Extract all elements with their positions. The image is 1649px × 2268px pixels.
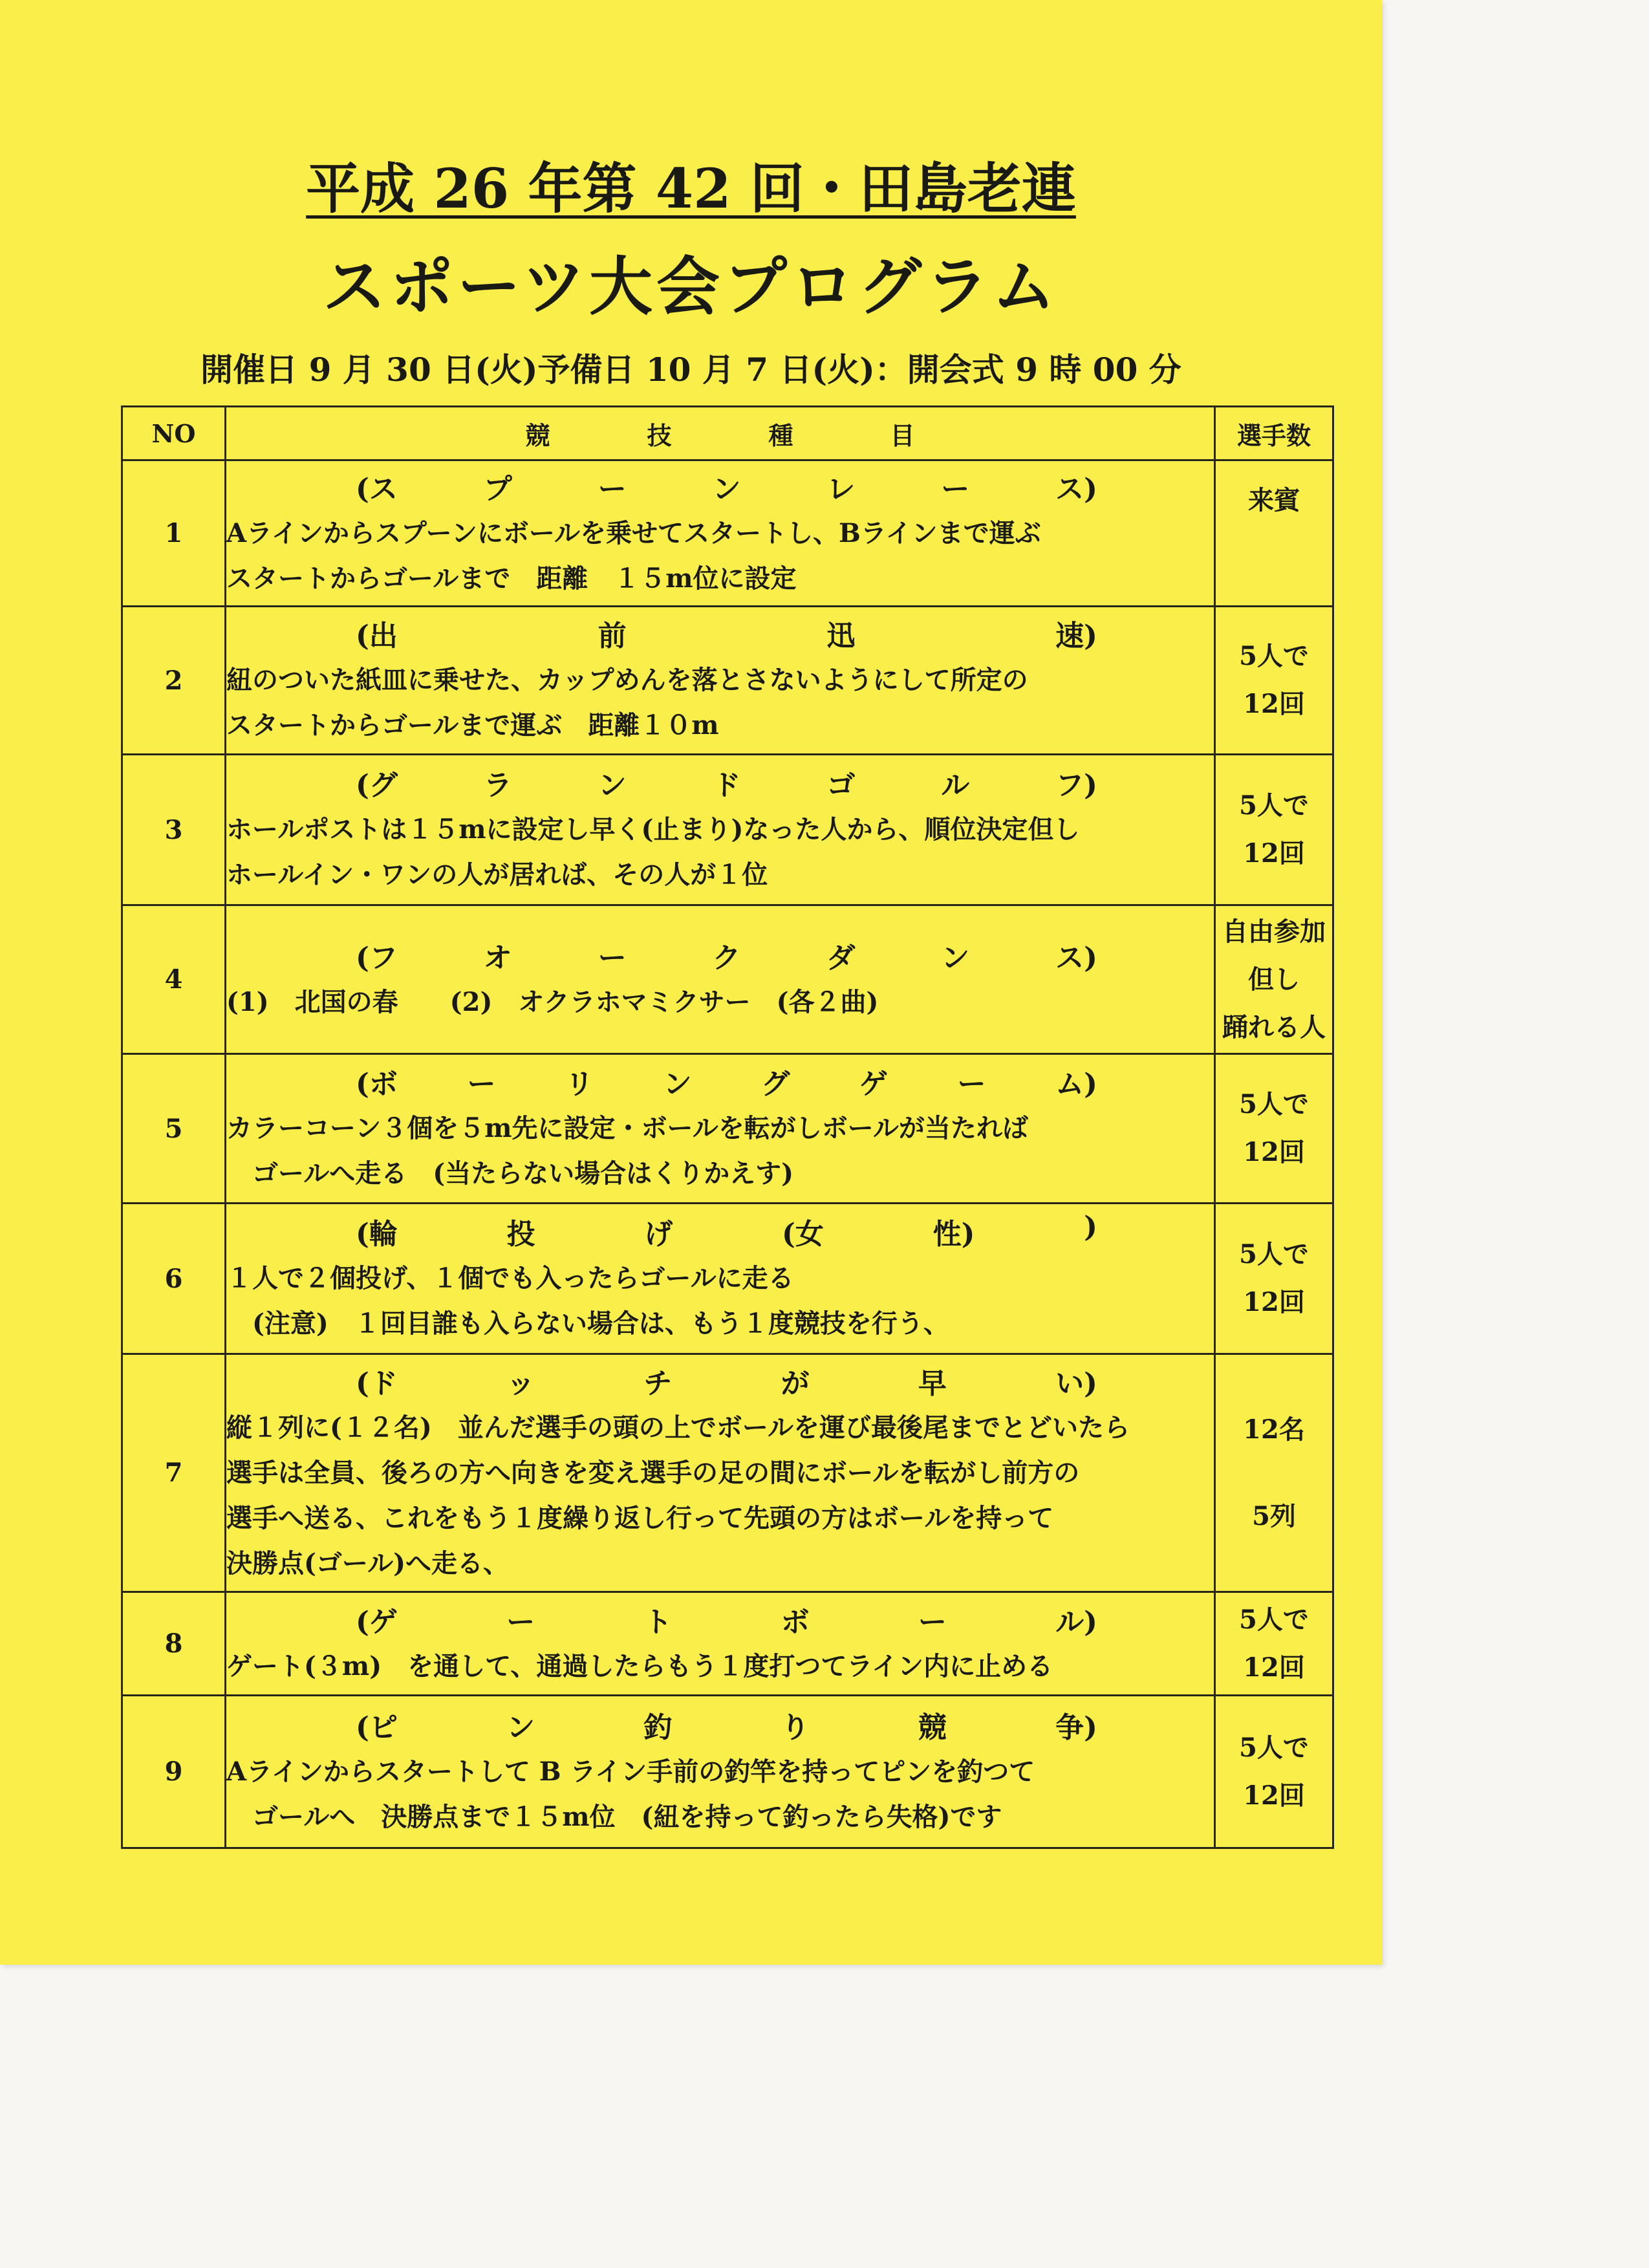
players-text: 12回 bbox=[1243, 1780, 1305, 1811]
event-name-char: グ bbox=[761, 1068, 790, 1101]
table-row bbox=[122, 905, 1333, 1054]
event-name-char: ム) bbox=[1055, 1068, 1097, 1101]
event-name-char: ッ bbox=[506, 1366, 535, 1400]
event-name bbox=[226, 934, 1214, 980]
players-cell bbox=[1215, 607, 1333, 755]
event-number: 3 bbox=[122, 755, 226, 905]
players-text: 5列 bbox=[1252, 1500, 1296, 1531]
players-cell bbox=[1215, 1592, 1333, 1696]
event-name-char: (女 bbox=[782, 1218, 824, 1251]
event-name-char: ン bbox=[506, 1711, 535, 1744]
players-text: 5人で bbox=[1239, 1732, 1309, 1763]
event-name-char: (ス bbox=[356, 472, 398, 506]
event-name-char: 早 bbox=[918, 1366, 947, 1400]
event-name-char: (ゲ bbox=[356, 1605, 398, 1639]
event-cell bbox=[226, 755, 1215, 905]
event-name-char: い) bbox=[1055, 1366, 1097, 1400]
event-description-line: Aラインからスプーンにボールを乗せてスタートし、Bラインまで運ぶ bbox=[226, 517, 1041, 548]
event-name-char: 速) bbox=[1055, 620, 1097, 653]
event-name-char: 釣 bbox=[643, 1711, 673, 1744]
event-name bbox=[226, 762, 1214, 807]
event-name-char: ボ bbox=[781, 1605, 810, 1639]
event-name-char: フ) bbox=[1055, 769, 1097, 802]
event-description-line: ホールポストは１５mに設定し早く(止まり)なった人から、順位決定但し bbox=[226, 814, 1080, 845]
event-name-char: プ bbox=[483, 472, 512, 506]
event-description-line: 縦１列に(１２名) 並んだ選手の頭の上でボールを運び最後尾までとどいたら bbox=[226, 1412, 1130, 1443]
players-text: 12回 bbox=[1243, 838, 1305, 869]
players-cell bbox=[1215, 905, 1333, 1054]
event-number: 8 bbox=[122, 1592, 226, 1696]
event-description-line: 選手へ送る、これをもう１度繰り返し行って先頭の方はボールを持って bbox=[226, 1502, 1054, 1533]
event-description-line: カラーコーン３個を５m先に設定・ボールを転がしボールが当たれば bbox=[226, 1113, 1028, 1143]
players-text: 5人で bbox=[1239, 1604, 1309, 1635]
event-name-char: ン bbox=[712, 472, 741, 506]
event-description-line: ゴールへ走る (当たらない場合はくりかえす) bbox=[252, 1158, 794, 1189]
players-cell bbox=[1215, 460, 1333, 607]
event-name-char: 性) bbox=[932, 1218, 975, 1251]
event-description-line: 決勝点(ゴール)へ走る、 bbox=[226, 1548, 510, 1579]
event-name-char: (グ bbox=[356, 769, 398, 802]
program-title-line2: スポーツ大会プログラム bbox=[322, 250, 1060, 324]
event-name-char: (ピ bbox=[356, 1711, 398, 1744]
header-players: 選手数 bbox=[1215, 407, 1333, 460]
header-event: 競技種目 bbox=[226, 407, 1215, 460]
players-text: 12回 bbox=[1243, 689, 1305, 719]
table-row bbox=[122, 1354, 1333, 1592]
event-name-char: チ bbox=[643, 1366, 673, 1400]
event-cell bbox=[226, 1592, 1215, 1696]
event-name-char: ー bbox=[506, 1605, 535, 1639]
event-name bbox=[226, 1211, 1214, 1256]
event-name-char: (ボ bbox=[356, 1068, 398, 1101]
event-name-char: ー bbox=[918, 1605, 947, 1639]
event-cell bbox=[226, 1204, 1215, 1354]
players-text: 5人で bbox=[1239, 641, 1309, 671]
event-description-line: (注意) １回目誰も入らない場合は、もう１度競技を行う、 bbox=[252, 1308, 949, 1339]
event-name-char: ー bbox=[957, 1068, 986, 1101]
table-row bbox=[122, 1054, 1333, 1204]
table-row bbox=[122, 607, 1333, 755]
event-name bbox=[226, 466, 1214, 511]
event-name-char: ス) bbox=[1055, 472, 1097, 506]
event-name-char: ゴ bbox=[826, 769, 856, 802]
event-name-char: オ bbox=[483, 941, 512, 975]
header-no: NO bbox=[122, 407, 226, 460]
event-name-char: ) bbox=[1084, 1211, 1097, 1244]
players-text: 12名 bbox=[1243, 1414, 1305, 1445]
event-name-char: ド bbox=[712, 769, 741, 802]
event-name bbox=[226, 612, 1214, 658]
event-name-char: が bbox=[781, 1366, 810, 1400]
event-description-line: スタートからゴールまで運ぶ 距離１０m bbox=[226, 710, 719, 740]
event-description-line: 選手は全員、後ろの方へ向きを変え選手の足の間にボールを転がし前方の bbox=[226, 1457, 1080, 1488]
event-cell bbox=[226, 905, 1215, 1054]
table-row bbox=[122, 755, 1333, 905]
players-text: 自由参加 bbox=[1222, 916, 1326, 947]
event-description-line: ゴールへ 決勝点まで１５m位 (紐を持って釣ったら失格)です bbox=[252, 1801, 1002, 1832]
players-text: 12回 bbox=[1243, 1287, 1305, 1317]
event-name-char: ト bbox=[643, 1605, 673, 1639]
event-description-line: ホールイン・ワンの人が居れば、その人が１位 bbox=[226, 859, 768, 890]
event-name-char: ス) bbox=[1055, 941, 1097, 975]
event-name-char: ン bbox=[663, 1068, 692, 1101]
event-name-char: ー bbox=[467, 1068, 496, 1101]
event-name-char: (ド bbox=[356, 1366, 398, 1400]
event-cell bbox=[226, 1696, 1215, 1848]
players-text: 12回 bbox=[1243, 1137, 1305, 1167]
event-number: 4 bbox=[122, 905, 226, 1054]
event-name-char: ル) bbox=[1055, 1605, 1097, 1639]
event-cell bbox=[226, 460, 1215, 607]
event-number: 9 bbox=[122, 1696, 226, 1848]
event-name-char: ラ bbox=[483, 769, 512, 802]
event-name-char: ゲ bbox=[859, 1068, 888, 1101]
event-name-char: ー bbox=[941, 472, 970, 506]
players-text: 5人で bbox=[1239, 1089, 1309, 1119]
event-name-char: 前 bbox=[598, 620, 627, 653]
event-description-line: (1) 北国の春 (2) オクラホマミクサー (各２曲) bbox=[226, 986, 879, 1017]
event-number: 5 bbox=[122, 1054, 226, 1204]
event-number: 1 bbox=[122, 460, 226, 607]
event-name bbox=[226, 1360, 1214, 1405]
event-description-line: １人で２個投げ、１個でも入ったらゴールに走る bbox=[226, 1263, 794, 1293]
players-cell bbox=[1215, 1696, 1333, 1848]
event-name-char: リ bbox=[565, 1068, 594, 1101]
players-cell bbox=[1215, 1054, 1333, 1204]
program-title-line1: 平成 26 年第 42 回・田島老連 bbox=[306, 157, 1076, 221]
event-name-char: 迅 bbox=[826, 620, 856, 653]
players-cell bbox=[1215, 1204, 1333, 1354]
event-name-char: ー bbox=[598, 472, 627, 506]
event-name-char: ー bbox=[598, 941, 627, 975]
event-name-char: (出 bbox=[356, 620, 398, 653]
event-name-char: 競 bbox=[918, 1711, 947, 1744]
event-name-char: ダ bbox=[826, 941, 856, 975]
players-cell bbox=[1215, 755, 1333, 905]
event-name-char: ル bbox=[941, 769, 970, 802]
event-number: 2 bbox=[122, 607, 226, 755]
event-number: 6 bbox=[122, 1204, 226, 1354]
players-text: 5人で bbox=[1239, 1239, 1309, 1269]
event-name bbox=[226, 1061, 1214, 1106]
event-cell bbox=[226, 1054, 1215, 1204]
event-name-char: ン bbox=[598, 769, 627, 802]
event-name-char: レ bbox=[826, 472, 856, 506]
event-name-char: げ bbox=[644, 1218, 673, 1251]
event-name-char: ン bbox=[941, 941, 970, 975]
players-text: 来賓 bbox=[1248, 485, 1300, 515]
event-cell bbox=[226, 1354, 1215, 1592]
event-name-char: り bbox=[781, 1711, 810, 1744]
players-text: 但し bbox=[1248, 964, 1300, 995]
event-name-char: 争) bbox=[1055, 1711, 1097, 1744]
event-description-line: ゲート(３m) を通して、通過したらもう１度打つてライン内に止める bbox=[226, 1650, 1053, 1681]
players-cell bbox=[1215, 1354, 1333, 1592]
event-name-char: (フ bbox=[356, 941, 398, 975]
table-body bbox=[122, 460, 1333, 1848]
table-header-row bbox=[122, 407, 1333, 460]
players-text: 12回 bbox=[1243, 1652, 1305, 1683]
players-text: 5人で bbox=[1239, 790, 1309, 821]
table-row bbox=[122, 1592, 1333, 1696]
table-row bbox=[122, 1696, 1333, 1848]
event-schedule: 開催日 9 月 30 日(火)予備日 10 月 7 日(火)：開会式 9 時 00 分 bbox=[200, 351, 1181, 389]
event-name bbox=[226, 1704, 1214, 1749]
players-text: 踊れる人 bbox=[1222, 1011, 1326, 1042]
program-table bbox=[121, 405, 1334, 1849]
event-name-char: ク bbox=[712, 941, 741, 975]
table-row bbox=[122, 1204, 1333, 1354]
table-row bbox=[122, 460, 1333, 607]
event-name-char: 投 bbox=[506, 1218, 535, 1251]
event-cell bbox=[226, 607, 1215, 755]
event-name bbox=[226, 1599, 1214, 1644]
event-description-line: Aラインからスタートして B ライン手前の釣竿を持ってピンを釣つて bbox=[226, 1756, 1035, 1787]
event-name-char: (輪 bbox=[356, 1218, 398, 1251]
event-description-line: 紐のついた紙皿に乗せた、カップめんを落とさないようにして所定の bbox=[226, 665, 1028, 695]
event-number: 7 bbox=[122, 1354, 226, 1592]
event-description-line: スタートからゴールまで 距離 １５m位に設定 bbox=[226, 563, 797, 594]
